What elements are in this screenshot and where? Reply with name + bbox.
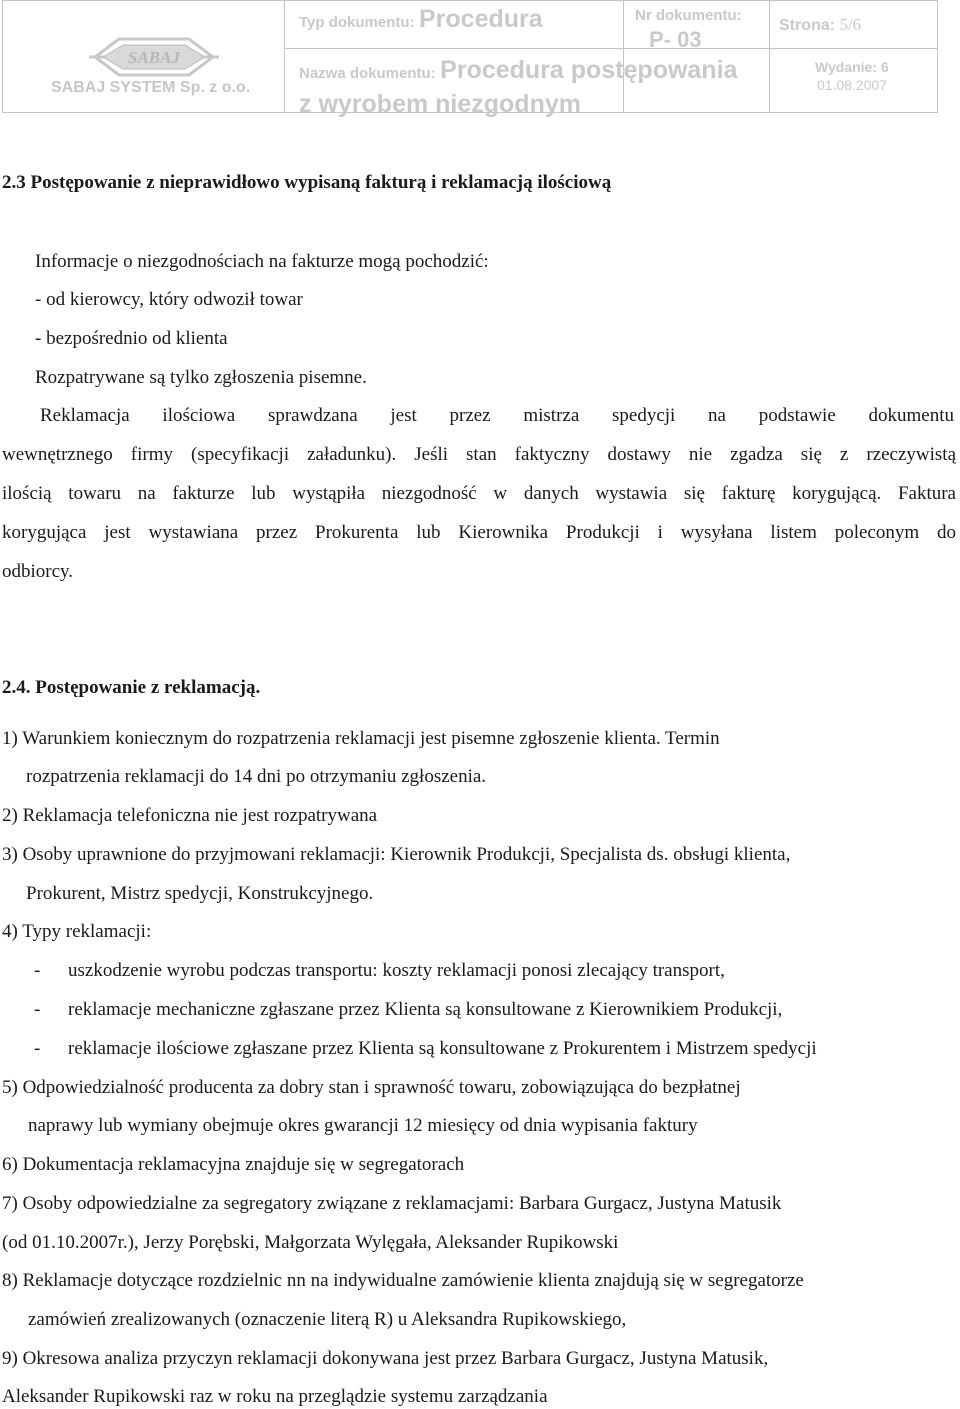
list-item: 9) Okresowa analiza przyczyn reklamacji dokonywana jest przez Barbara Gurgacz, Justyna Matusik, <box>2 1348 769 1369</box>
text-line: Informacje o niezgodnościach na fakturze mogą pochodzić: <box>35 251 489 272</box>
list-item: 5) Odpowiedzialność producenta za dobry stan i sprawność towaru, zobowiązująca do bezpłatnej <box>2 1077 741 1098</box>
text-line: - od kierowcy, który odwoził towar <box>35 289 303 310</box>
header-divider <box>769 1 770 112</box>
list-item: 4) Typy reklamacji: <box>2 921 152 942</box>
doc-name-line1: Procedura postępowania <box>440 56 738 84</box>
list-item: 2) Reklamacja telefoniczna nie jest rozpatrywana <box>2 805 378 826</box>
bullet-dash: - <box>34 960 41 981</box>
doc-type-label: Typ dokumentu: <box>299 14 415 31</box>
header-divider <box>285 48 937 49</box>
list-item-continuation: naprawy lub wymiany obejmuje okres gwarancji 12 miesięcy od dnia wypisania faktury <box>28 1115 698 1136</box>
sub-list-item: uszkodzenie wyrobu podczas transportu: koszty reklamacji ponosi zlecający transport, <box>68 960 725 981</box>
list-item-continuation: rozpatrzenia reklamacji do 14 dni po otrzymaniu zgłoszenia. <box>26 766 487 787</box>
company-name: SABAJ SYSTEM Sp. z o.o. <box>51 79 251 96</box>
paragraph-line: wewnętrznego firmy (specyfikacji załadunku). Jeśli stan faktyczny dostawy nie zgadza się z rzeczywistą <box>2 444 956 465</box>
page-indicator <box>779 15 861 35</box>
page-label: Strona: <box>779 17 835 34</box>
logo-cell <box>3 1 286 112</box>
doc-name-label: Nazwa dokumentu: <box>299 65 436 82</box>
edition-date: 01.08.2007 <box>817 77 888 93</box>
list-item-continuation: zamówień zrealizowanych (oznaczenie literą R) u Aleksandra Rupikowskiego, <box>28 1309 627 1330</box>
paragraph-line: odbiorcy. <box>2 561 74 582</box>
doc-name <box>299 55 737 119</box>
document-header <box>2 0 938 118</box>
list-item: 7) Osoby odpowiedzialne za segregatory związane z reklamacjami: Barbara Gurgacz, Justyna Matusik <box>2 1193 782 1214</box>
section-heading-2-4: 2.4. Postępowanie z reklamacją. <box>2 677 261 698</box>
doc-name-line2: z wyrobem niezgodnym <box>299 90 581 118</box>
doc-number-value: P- 03 <box>649 27 702 52</box>
edition-label: Wydanie: 6 <box>815 59 889 75</box>
list-item: 8) Reklamacje dotyczące rozdzielnic nn na indywidualne zamówienie klienta znajdują się w segregatorze <box>2 1270 804 1291</box>
text-line: - bezpośrednio od klienta <box>35 328 228 349</box>
section-heading-2-3: 2.3 Postępowanie z nieprawidłowo wypisaną fakturą i reklamacją ilościową <box>2 172 612 193</box>
list-item: 6) Dokumentacja reklamacyjna znajduje się w segregatorach <box>2 1154 465 1175</box>
list-item: 1) Warunkiem koniecznym do rozpatrzenia reklamacji jest pisemne zgłoszenie klienta. Termin <box>2 728 720 749</box>
doc-number-label: Nr dokumentu: <box>635 7 742 24</box>
list-item-continuation: Prokurent, Mistrz spedycji, Konstrukcyjnego. <box>26 883 374 904</box>
page-value: 5/6 <box>839 15 862 34</box>
paragraph-line: korygująca jest wystawiana przez Prokurenta lub Kierownika Produkcji i wysyłana listem poleconym do <box>2 522 956 543</box>
text-line: Rozpatrywane są tylko zgłoszenia pisemne. <box>35 367 367 388</box>
bullet-dash: - <box>34 1038 41 1059</box>
paragraph-line: ilością towaru na fakturze lub wystąpiła niezgodność w danych wystawia się fakturę korygującą. Faktura <box>2 483 956 504</box>
doc-type-value: Procedura <box>419 5 543 33</box>
svg-text:SABAJ: SABAJ <box>128 48 180 67</box>
sabaj-logo <box>89 35 219 79</box>
sub-list-item: reklamacje ilościowe zgłaszane przez Klienta są konsultowane z Prokurentem i Mistrzem spedycji <box>68 1038 817 1059</box>
sub-list-item: reklamacje mechaniczne zgłaszane przez Klienta są konsultowane z Kierownikiem Produkcji, <box>68 999 783 1020</box>
list-item: 3) Osoby uprawnione do przyjmowani reklamacji: Kierownik Produkcji, Specjalista ds. obsługi klienta, <box>2 844 791 865</box>
doc-type <box>299 5 543 34</box>
list-item-continuation: (od 01.10.2007r.), Jerzy Porębski, Małgorzata Wylęgała, Aleksander Rupikowski <box>2 1232 619 1253</box>
bullet-dash: - <box>34 999 41 1020</box>
paragraph-line: Reklamacja ilościowa sprawdzana jest przez mistrza spedycji na podstawie dokumentu <box>40 405 954 426</box>
list-item-continuation: Aleksander Rupikowski raz w roku na przeglądzie systemu zarządzania <box>2 1386 548 1407</box>
